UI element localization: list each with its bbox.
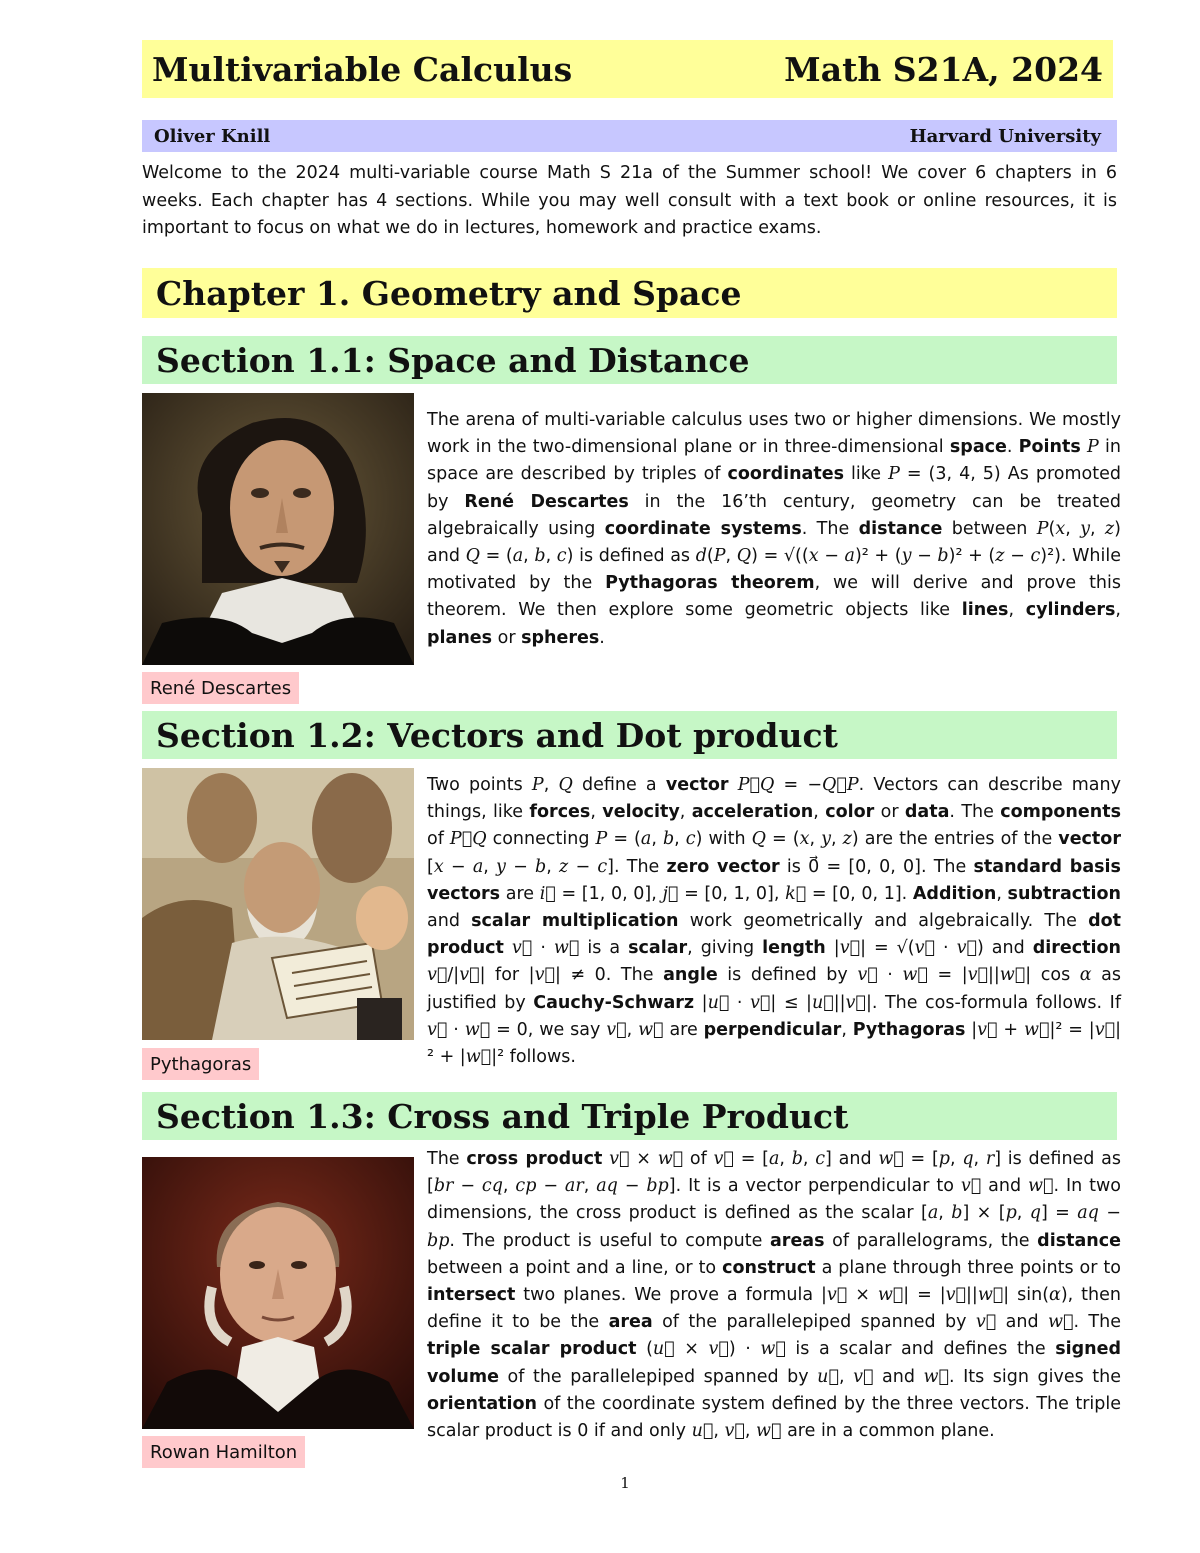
author-name: Oliver Knill <box>154 125 271 147</box>
section-text-1-3: The cross product v⃗ × w⃗ of v⃗ = [a, b, c] and w⃗ = [p, q, r] is defined as [br − cq, cp − ar, aq − bp]. It is a vector perpendicular to v⃗ and w⃗. In two dimensions, the cross product is defined as the scalar [a, b] × [p, q] = aq − bp. The product is useful to compute areas of parallelograms, the distance between a point and a line, or to construct a plane through three points or to intersect two planes. We prove a formula |v⃗ × w⃗| = |v⃗||w⃗| sin(α), then define it to be the area of the parallelepiped spanned by v⃗ and w⃗. The triple scalar product (u⃗ × v⃗) · w⃗ is a scalar and defines the signed volume of the parallelepiped spanned by u⃗, v⃗ and w⃗. Its sign gives the orientation of the coordinate system defined by the three vectors. The triple scalar product is 0 if and only u⃗, v⃗, w⃗ are in a common plane. <box>427 1149 1122 1442</box>
document-title: Multivariable Calculus <box>152 49 573 89</box>
pythagoras-painting <box>142 768 414 1040</box>
course-label: Math S21A, 2024 <box>784 49 1103 89</box>
institution-name: Harvard University <box>909 125 1101 147</box>
caption-hamilton: Rowan Hamilton <box>142 1436 305 1468</box>
author-banner <box>142 120 1117 152</box>
descartes-portrait <box>142 393 414 665</box>
section-heading-1-2: Section 1.2: Vectors and Dot product <box>142 711 1117 759</box>
section-heading-1-1: Section 1.1: Space and Distance <box>142 336 1117 384</box>
chapter-heading: Chapter 1. Geometry and Space <box>142 268 1117 318</box>
hamilton-portrait <box>142 1157 414 1429</box>
caption-descartes: René Descartes <box>142 672 299 704</box>
page-number: 1 <box>620 1474 630 1492</box>
section-heading-1-3: Section 1.3: Cross and Triple Product <box>142 1092 1117 1140</box>
section-text-1-1: The arena of multi-variable calculus uses two or higher dimensions. We mostly work in the two-dimensional plane or in three-dimensional space. Points P in space are described by triples of coordinates like P = (3, 4, 5) As promoted by René Descartes in the 16’th century, geometry can be treated algebraically using coordinate systems. The distance between P(x, y, z) and Q = (a, b, c) is defined as d(P, Q) = √((x − a)² + (y − b)² + (z − c)²). While motivated by the Pythagoras theorem, we will derive and prove this theorem. We then explore some geometric objects like lines, cylinders, planes or spheres. <box>427 410 1122 648</box>
title-banner <box>142 40 1113 98</box>
section-text-1-2: Two points P, Q define a vector P⃗Q = −Q⃗P. Vectors can describe many things, like forces, velocity, acceleration, color or data. The components of P⃗Q connecting P = (a, b, c) with Q = (x, y, z) are the entries of the vector [x − a, y − b, z − c]. The zero vector is 0⃗ = [0, 0, 0]. The standard basis vectors are i⃗ = [1, 0, 0], j⃗ = [0, 1, 0], k⃗ = [0, 0, 1]. Addition, subtraction and scalar multiplication work geometrically and algebraically. The dot product v⃗ · w⃗ is a scalar, giving length |v⃗| = √(v⃗ · v⃗) and direction v⃗/|v⃗| for |v⃗| ≠ 0. The angle is defined by v⃗ · w⃗ = |v⃗||w⃗| cos α as justified by Cauchy-Schwarz |u⃗ · v⃗| ≤ |u⃗||v⃗|. The cos-formula follows. If v⃗ · w⃗ = 0, we say v⃗, w⃗ are perpendicular, Pythagoras |v⃗ + w⃗|² = |v⃗|² + |w⃗|² follows. <box>427 775 1122 1068</box>
caption-pythagoras: Pythagoras <box>142 1048 259 1080</box>
intro-paragraph: Welcome to the 2024 multi-variable course Math S 21a of the Summer school! We cover 6 chapters in 6 weeks. Each chapter has 4 sections. While you may well consult with a text book or online resources, it is important to focus on what we do in lectures, homework and practice exams. <box>142 163 1117 238</box>
